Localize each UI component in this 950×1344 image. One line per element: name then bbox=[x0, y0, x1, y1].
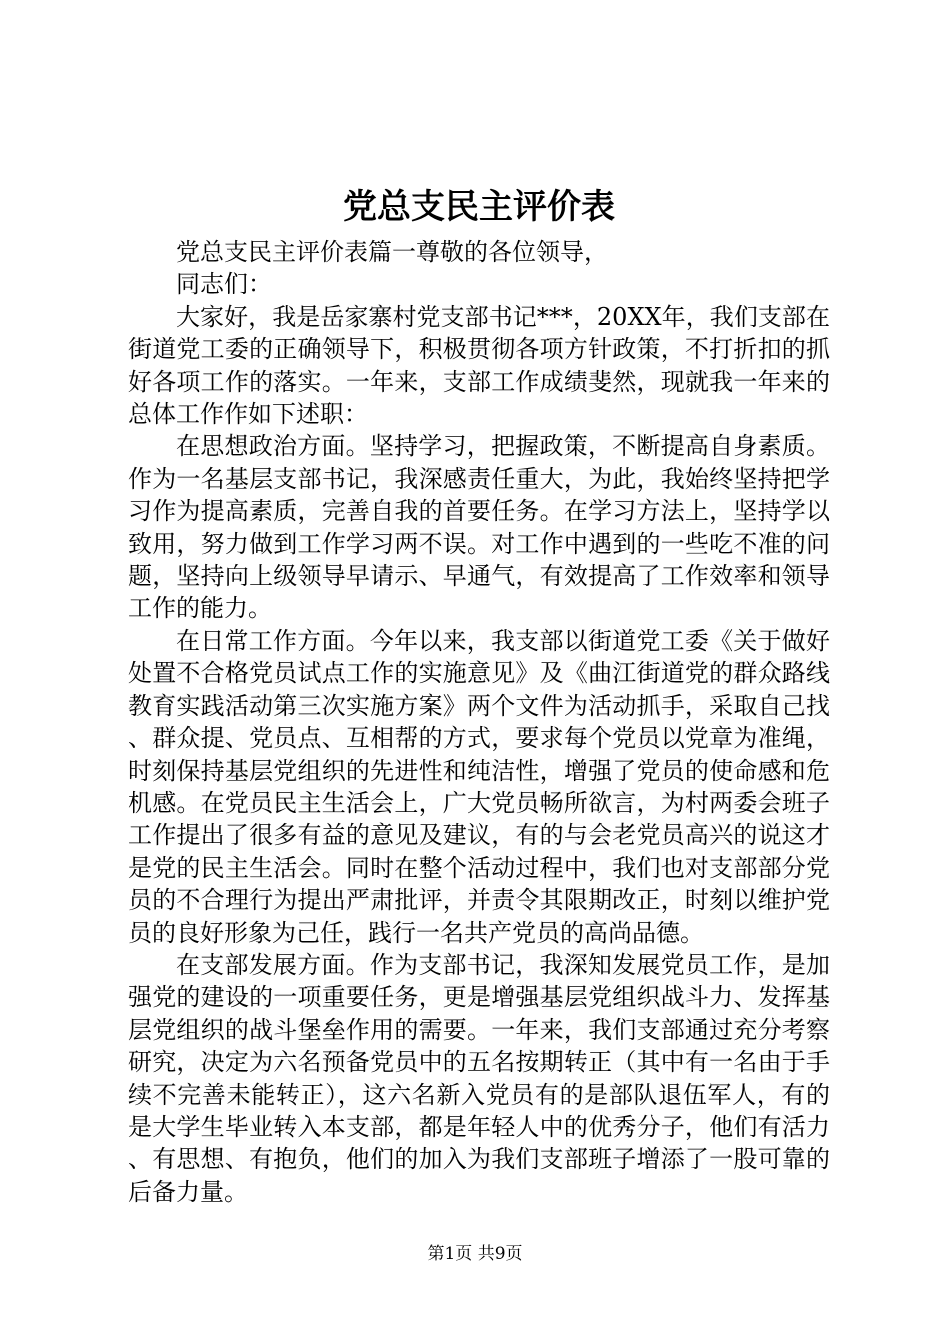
paragraph-development: 在支部发展方面。作为支部书记，我深知发展党员工作，是加强党的建设的一项重要任务，更是增强基层党组织战斗力、发挥基层党组织的战斗堡垒作用的需要。一年来，我们支部通过充分考察研究，决定为六名预备党员中的五名按期转正（其中有一名由于手续不完善未能转正），这六名新入党员有的是部队退伍军人，有的是大学生毕业转入本支部，都是年轻人中的优秀分子，他们有活力、有思想、有抱负，他们的加入为我们支部班子增添了一股可靠的后备力量。 bbox=[128, 950, 830, 1206]
paragraph-addressee: 同志们： bbox=[176, 270, 272, 299]
document-body bbox=[128, 236, 830, 1208]
page-footer: 第1页 共9页 bbox=[427, 1244, 523, 1264]
document-page bbox=[128, 0, 830, 1344]
paragraph-salutation: 党总支民主评价表篇一尊敬的各位领导， bbox=[176, 238, 608, 266]
paragraph-daily-work: 在日常工作方面。今年以来，我支部以街道党工委《关于做好处置不合格党员试点工作的实施意见》及《曲江街道党的群众路线教育实践活动第三次实施方案》两个文件为活动抓手，采取自己找、群众提、党员点、互相帮的方式，要求每个党员以党章为准绳，时刻保持基层党组织的先进性和纯洁性，增强了党员的使命感和危机感。在党员民主生活会上，广大党员畅所欲言，为村两委会班子工作提出了很多有益的意见及建议，有的与会老党员高兴的说这才是党的民主生活会。同时在整个活动过程中，我们也对支部部分党员的不合理行为提出严肃批评，并责令其限期改正，时刻以维护党员的良好形象为己任，践行一名共产党员的高尚品德。 bbox=[128, 626, 830, 947]
paragraph-ideology: 在思想政治方面。坚持学习，把握政策，不断提高自身素质。作为一名基层支部书记，我深感责任重大，为此，我始终坚持把学习作为提高素质，完善自我的首要任务。在学习方法上，坚持学以致用，努力做到工作学习两不误。对工作中遇到的一些吃不准的问题，坚持向上级领导早请示、早通气，有效提高了工作效率和领导工作的能力。 bbox=[128, 432, 830, 623]
document-title: 党总支民主评价表 bbox=[343, 187, 615, 227]
paragraph-intro: 大家好，我是岳家寨村党支部书记***，20XX年，我们支部在街道党工委的正确领导下，积极贯彻各项方针政策，不打折扣的抓好各项工作的落实。一年来，支部工作成绩斐然，现就我一年来的总体工作作如下述职： bbox=[128, 302, 830, 429]
